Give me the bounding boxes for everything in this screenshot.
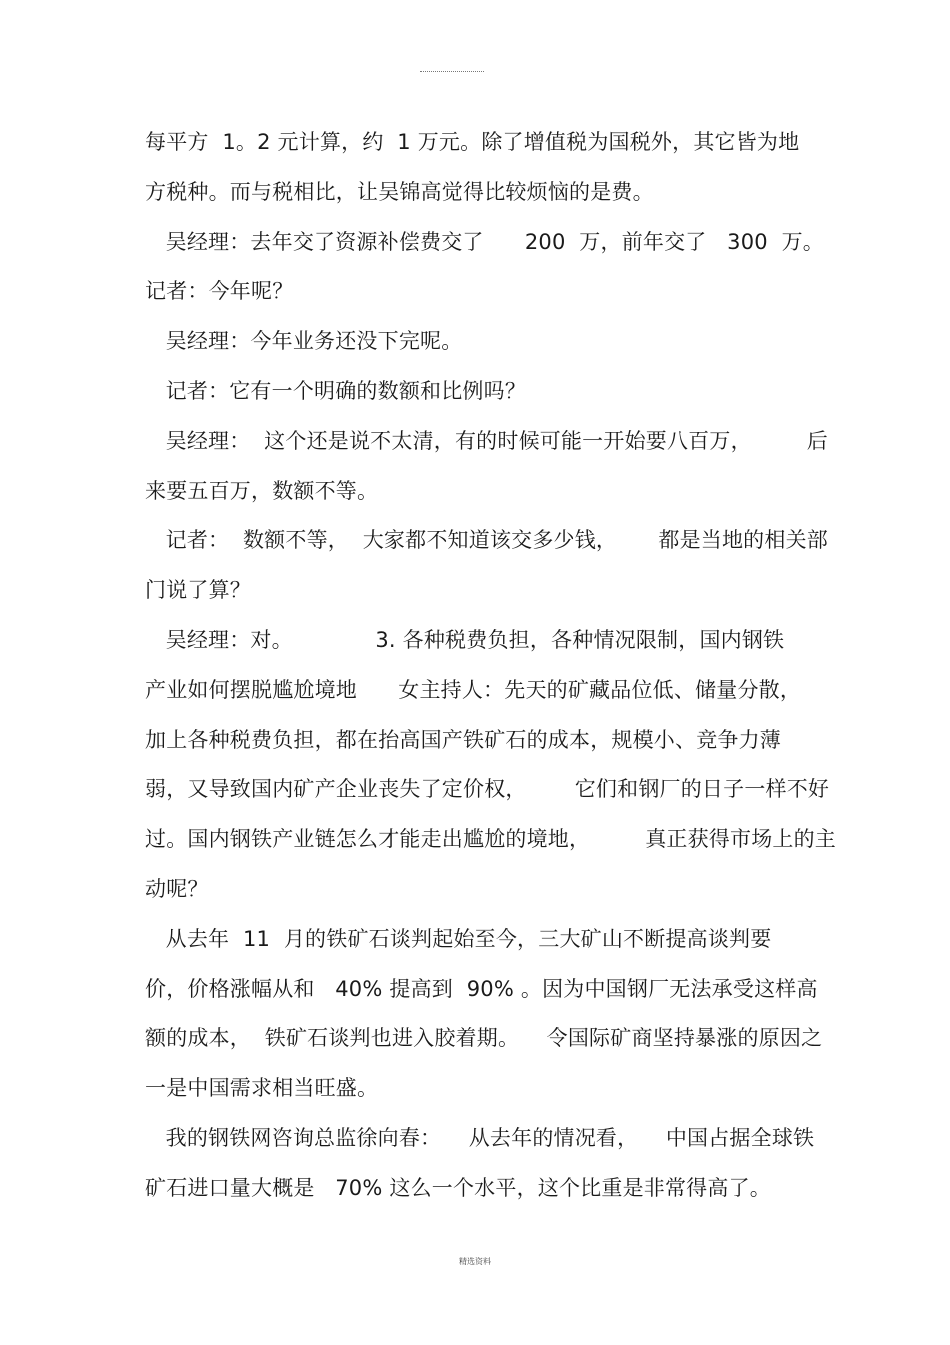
text-line: 我的钢铁网咨询总监徐向春： 从去年的情况看， 中国占据全球铁 — [145, 1126, 815, 1150]
text-line: 吴经理： 这个还是说不太清，有的时候可能一开始要八百万， 后 — [145, 429, 828, 453]
text-line: 加上各种税费负担，都在抬高国产铁矿石的成本，规模小、竞争力薄 — [145, 728, 781, 752]
header-divider — [420, 71, 484, 72]
text-line: 一是中国需求相当旺盛。 — [145, 1076, 379, 1100]
text-line: 动呢？ — [145, 877, 209, 901]
text-line: 记者：它有一个明确的数额和比例吗？ — [145, 379, 527, 403]
text-line: 从去年 11 月的铁矿石谈判起始至今，三大矿山不断提高谈判要 — [145, 927, 772, 951]
text-line: 产业如何摆脱尴尬境地 女主持人：先天的矿藏品位低、储量分散， — [145, 678, 802, 702]
text-line: 额的成本， 铁矿石谈判也进入胶着期。 令国际矿商坚持暴涨的原因之 — [145, 1026, 823, 1050]
page-footer-label: 精选资料 — [459, 1257, 491, 1266]
text-line: 弱，又导致国内矿产企业丧失了定价权， 它们和钢厂的日子一样不好 — [145, 777, 830, 801]
text-line: 门说了算？ — [145, 578, 251, 602]
text-line: 来要五百万，数额不等。 — [145, 479, 379, 503]
text-line: 每平方 1。2 元计算，约 1 万元。除了增值税为国税外，其它皆为地 — [145, 130, 800, 154]
text-line: 价，价格涨幅从和 40% 提高到 90% 。因为中国钢厂无法承受这样高 — [145, 977, 818, 1001]
text-line: 吴经理：今年业务还没下完呢。 — [145, 329, 463, 353]
text-line: 方税种。而与税相比，让吴锦高觉得比较烦恼的是费。 — [145, 180, 654, 204]
text-line: 吴经理：对。 3. 各种税费负担，各种情况限制，国内钢铁 — [145, 628, 785, 652]
text-line: 过。国内钢铁产业链怎么才能走出尴尬的境地， 真正获得市场上的主 — [145, 827, 836, 851]
text-line: 记者：今年呢？ — [145, 279, 294, 303]
text-line: 记者： 数额不等， 大家都不知道该交多少钱， 都是当地的相关部 — [145, 528, 828, 552]
text-line: 吴经理：去年交了资源补偿费交了 200 万，前年交了 300 万。 — [145, 230, 824, 254]
text-line: 矿石进口量大概是 70% 这么一个水平，这个比重是非常得高了。 — [145, 1176, 771, 1200]
